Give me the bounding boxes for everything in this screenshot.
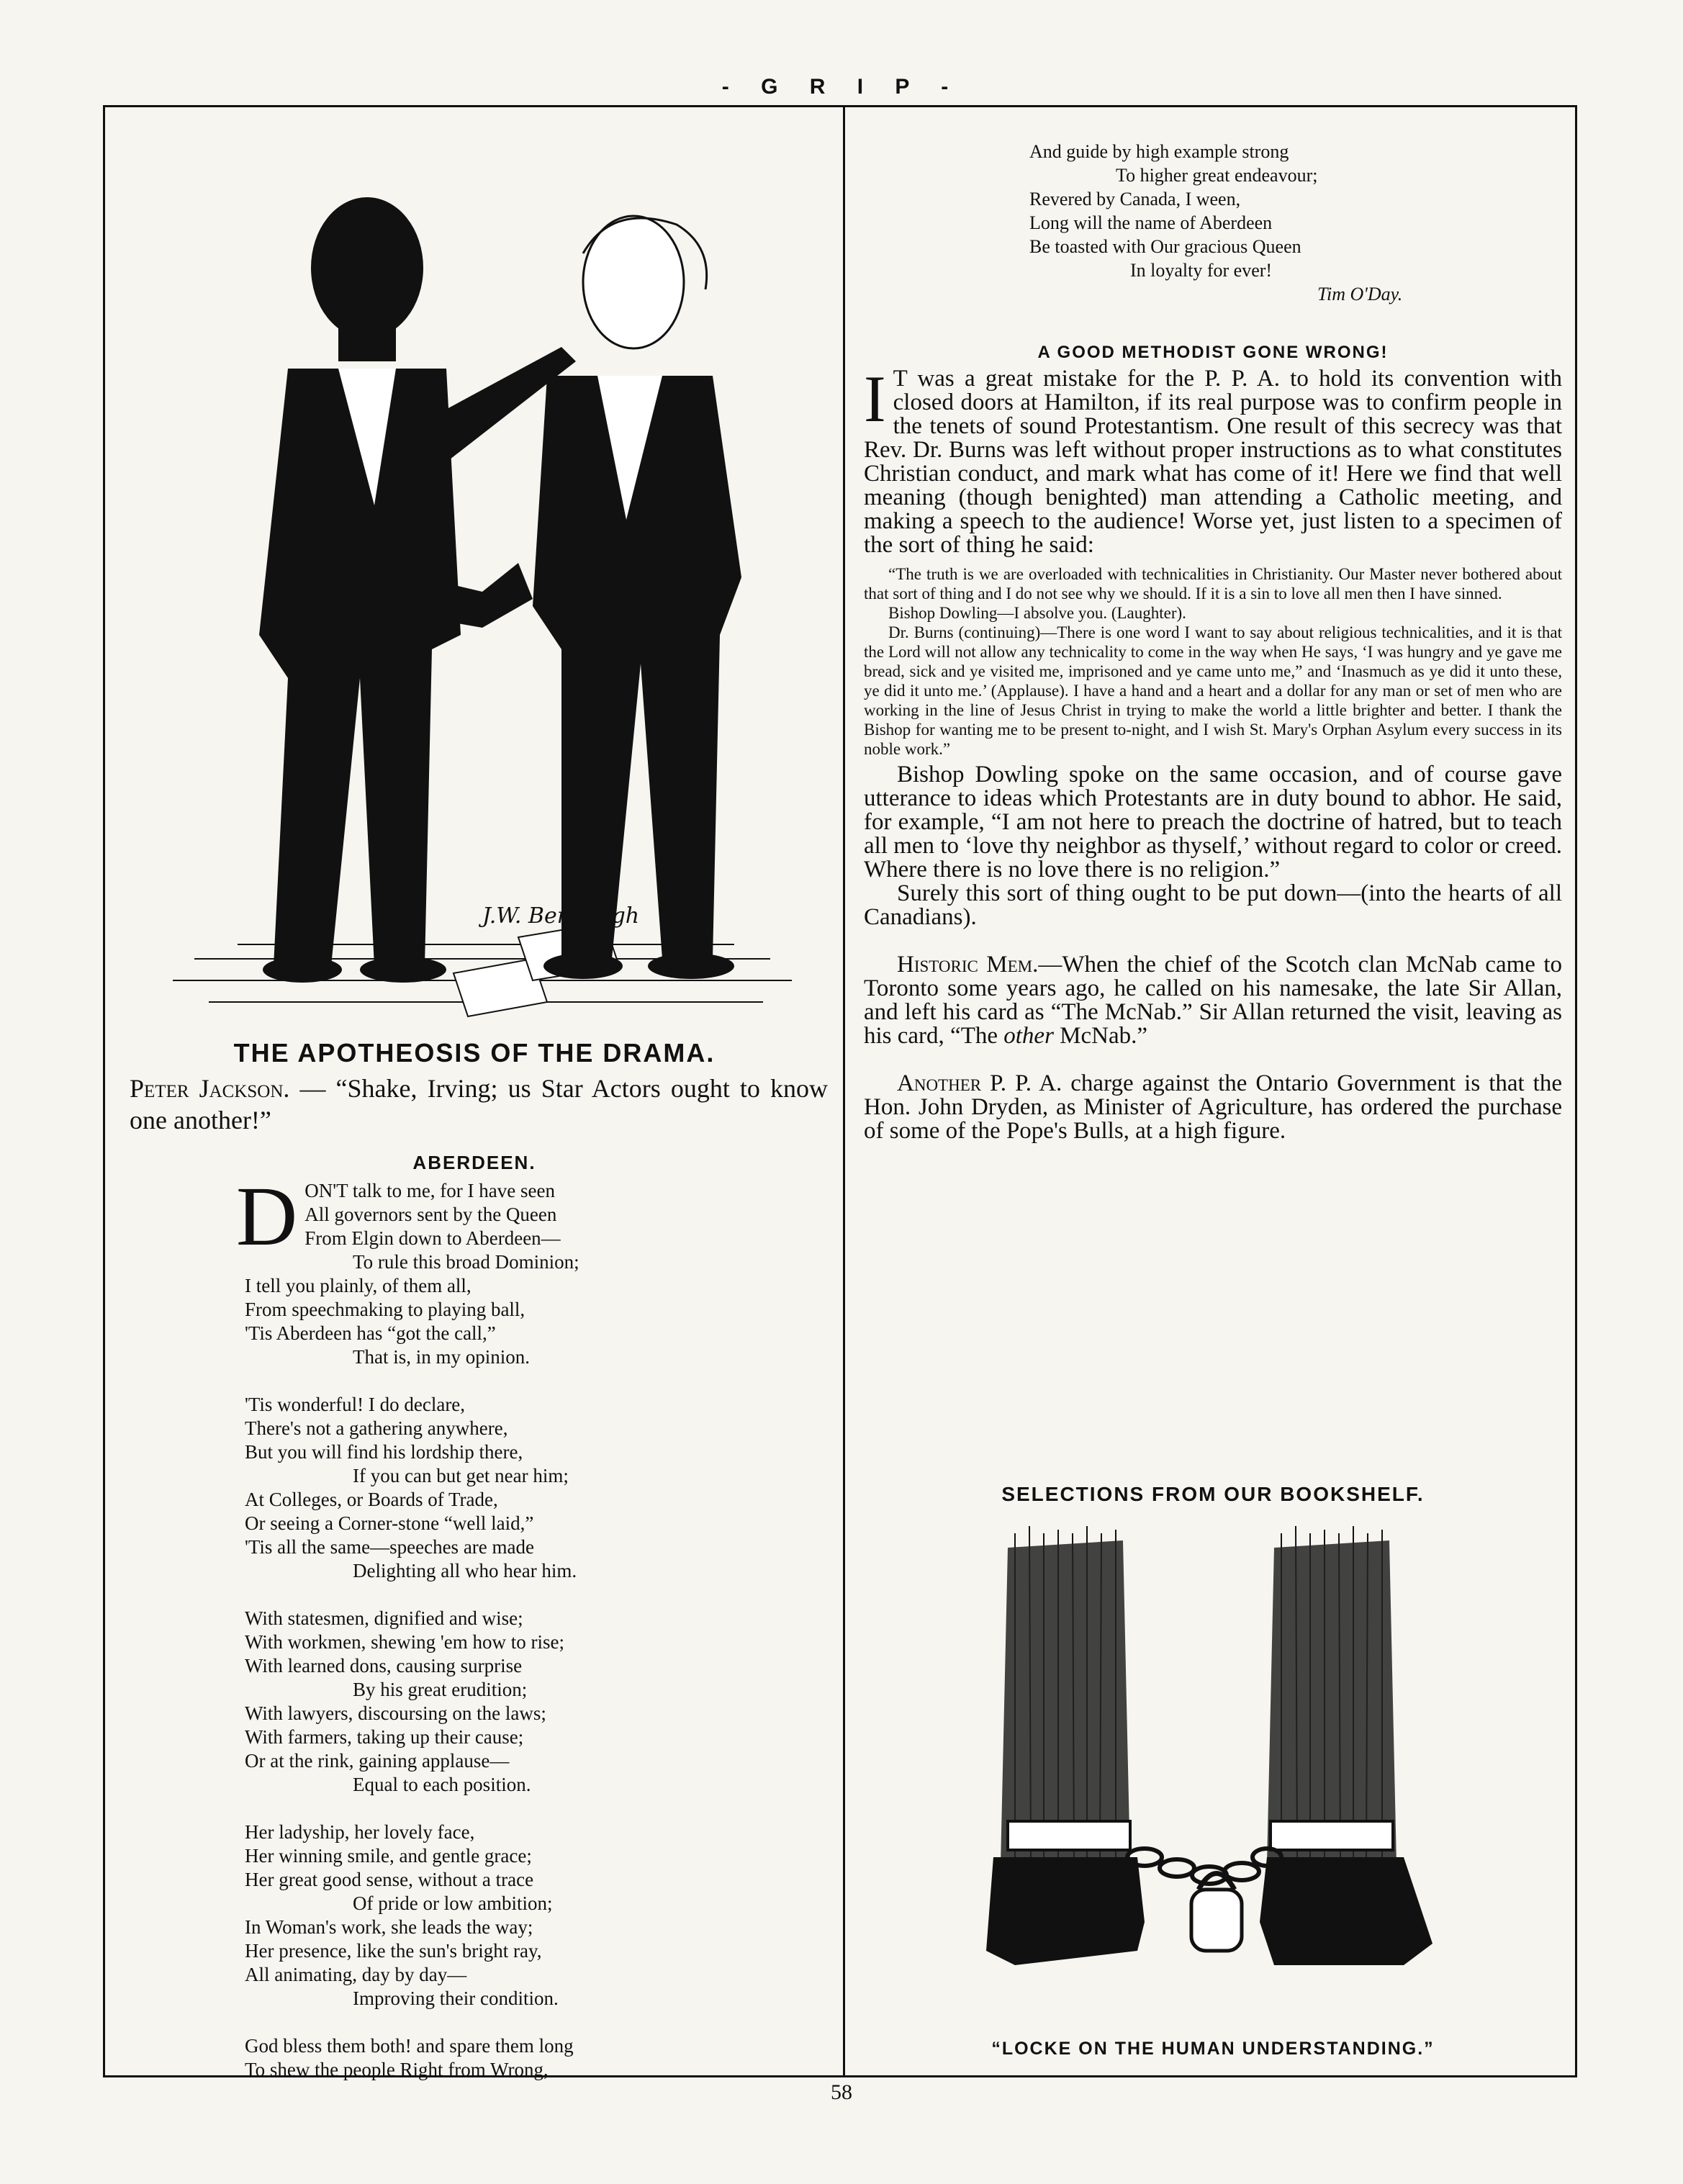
article-title: A GOOD METHODIST GONE WRONG!	[1037, 343, 1389, 362]
text-line: Her great good sense, without a trace	[245, 1869, 534, 1890]
cartoon-caption	[130, 1073, 828, 1136]
text-line: Historic Mem.	[897, 952, 1039, 978]
text-line: Revered by Canada, I ween,	[1029, 189, 1241, 209]
text-line: Another	[897, 1070, 982, 1096]
text-line: Her presence, like the sun's bright ray,	[245, 1940, 542, 1962]
right-column	[857, 115, 1569, 2059]
text-line: Delighting all who hear him.	[353, 1560, 577, 1581]
text-line: other	[1003, 1023, 1054, 1049]
text-line: With learned dons, causing surprise	[245, 1655, 523, 1677]
text-line: But you will find his lordship there,	[245, 1441, 523, 1463]
text-line: If you can but get near him;	[353, 1465, 569, 1486]
poem-stanza-3	[245, 1607, 821, 1797]
text-line: —When the chief of the Scotch clan McNab came to Toronto some years ago, he called on his namesake, the late Sir Allan, and left his card as “The McNab.” Sir Allan returned the visit, leaving as his card, “The	[864, 952, 1562, 1049]
text-line: Improving their condition.	[353, 1987, 559, 2009]
text-line: To rule this broad Dominion;	[353, 1251, 579, 1273]
text-line: Equal to each position.	[353, 1774, 531, 1795]
text-line: Her winning smile, and gentle grace;	[245, 1845, 532, 1867]
poem-stanza-5	[245, 2034, 821, 2082]
irving-figure	[533, 216, 741, 979]
text-line: Of pride or low ambition;	[353, 1892, 553, 1914]
methodist-article	[864, 362, 1562, 1144]
text-line: Be toasted with Our gracious Queen	[1029, 236, 1301, 257]
text-line: With lawyers, discoursing on the laws;	[245, 1702, 546, 1724]
poem-title: ABERDEEN.	[412, 1152, 536, 1173]
aberdeen-poem	[236, 1169, 821, 2106]
text-line: With workmen, shewing 'em how to rise;	[245, 1631, 564, 1653]
text-line: To higher great endeavour;	[1116, 165, 1318, 186]
text-line: Bishop Dowling—I absolve you. (Laughter).	[888, 604, 1186, 622]
text-line: 'Tis all the same—speeches are made	[245, 1536, 534, 1558]
cartoon-caption-title: THE APOTHEOSIS OF THE DRAMA.	[233, 1038, 716, 1068]
text-line: Long will the name of Aberdeen	[1029, 212, 1273, 233]
text-line: T was a great mistake for the P. P. A. to hold its convention with closed doors at Hamilton, if its real purpose was to confirm people in the tenets of sound Protestantism. One result of this secrecy was that Rev. Dr. Burns was left without proper instructions as to what constitutes Christian conduct, and mark what has come of it! Here we find that well meaning (though benighted) man attending a Catholic meeting, and making a speech to the audience! Worse yet, just listen to a specimen of the sort of thing he said:	[864, 366, 1562, 558]
text-line: 'Tis wonderful! I do declare,	[245, 1394, 466, 1415]
text-line: Her ladyship, her lovely face,	[245, 1821, 475, 1843]
peter-jackson-figure	[259, 197, 576, 983]
page-number: 58	[831, 2080, 852, 2104]
text-line: That is, in my opinion.	[353, 1346, 530, 1368]
text-line: At Colleges, or Boards of Trade,	[245, 1489, 498, 1510]
poem-continuation	[1029, 140, 1533, 306]
text-line: With statesmen, dignified and wise;	[245, 1607, 523, 1629]
poem-stanza-1	[236, 1169, 821, 1369]
text-line: From speechmaking to playing ball,	[245, 1299, 525, 1320]
text-line: All governors sent by the Queen	[304, 1204, 557, 1225]
text-line: With farmers, taking up their cause;	[245, 1726, 524, 1748]
article-paragraph-2: Bishop Dowling spoke on the same occasion, and of course gave utterance to ideas which Protestants are in duty bound to abhor. He said, for example, “I am not here to preach the doctrine of hatred, but to teach all men to ‘love thy neighbor as thyself,’ without regard to color or creed. Where there is no love there is no religion.”	[864, 762, 1562, 883]
cartoon-signature: J.W. Bengough	[482, 903, 640, 929]
poem-stanza-4	[245, 1820, 821, 2011]
text-line: I tell you plainly, of them all,	[245, 1275, 471, 1296]
left-column	[115, 115, 834, 2080]
text-line: P. P. A. charge against the Ontario Government is that the Hon. John Dryden, as Minister of Agriculture, has ordered the purchase of some of the Pope's Bulls, at a high figure.	[864, 1070, 1562, 1144]
text-line: By his great erudition;	[353, 1679, 528, 1700]
poem-stanza-2	[245, 1393, 821, 1583]
bookshelf-caption: “LOCKE ON THE HUMAN UNDERSTANDING.”	[991, 2039, 1435, 2059]
shackled-legs-illustration	[972, 1519, 1476, 2016]
poem-dropcap: D	[236, 1169, 298, 1263]
text-line: “The truth is we are overloaded with technicalities in Christianity. Our Master never bothered about that sort of thing and I do not see why we should. If it is a sin to love all men then I have sinned.	[864, 565, 1562, 603]
apotheosis-cartoon-illustration	[144, 131, 821, 1027]
caption-quote: — “Shake, Irving; us Star Actors ought to know one another!”	[130, 1074, 828, 1134]
article-quote	[864, 564, 1562, 759]
text-line: 'Tis Aberdeen has “got the call,”	[245, 1322, 496, 1344]
text-line: There's not a gathering anywhere,	[245, 1417, 508, 1439]
text-line: In loyalty for ever!	[1130, 260, 1273, 281]
text-line: All animating, day by day—	[245, 1964, 467, 1985]
article-dropcap: I	[864, 362, 886, 436]
caption-speaker: Peter Jackson.	[130, 1074, 290, 1103]
poem-signature: Tim O'Day.	[1317, 284, 1403, 304]
text-line: Or seeing a Corner-stone “well laid,”	[245, 1512, 534, 1534]
text-line: McNab.”	[1053, 1023, 1148, 1049]
text-line: From Elgin down to Aberdeen—	[304, 1227, 561, 1249]
ppa-paragraph	[864, 1072, 1562, 1143]
text-line: And guide by high example strong	[1029, 141, 1289, 162]
bookshelf-title: SELECTIONS FROM OUR BOOKSHELF.	[1001, 1483, 1425, 1505]
historic-mem-paragraph	[864, 953, 1562, 1048]
text-line: To shew the people Right from Wrong,	[245, 2059, 549, 2080]
text-line: Or at the rink, gaining applause—	[245, 1750, 510, 1772]
masthead: - G R I P -	[721, 75, 962, 99]
text-line: Dr. Burns (continuing)—There is one word I want to say about religious technicalities, and it is that the Lord will not allow any technicality to come in the way when He says, ‘I was hungry and ye gave me bread, sick and ye visited me, imprisoned and ye came unto me,” and ‘Inasmuch as ye did it unto these, ye did it unto me.’ (Applause). I have a hand and a heart and a dollar for any man or set of men who are working in the line of Jesus Christ in trying to make the world a little brighter and better. I thank the Bishop for wanting me to be present to-night, and I wish St. Mary's Orphan Asylum every success in its noble work.”	[864, 623, 1562, 758]
text-line: ON'T talk to me, for I have seen	[304, 1180, 555, 1201]
article-paragraph-1	[864, 362, 1562, 558]
column-divider	[843, 105, 845, 2077]
article-paragraph-3: Surely this sort of thing ought to be put down—(into the hearts of all Canadians).	[864, 880, 1562, 930]
text-line: God bless them both! and spare them long	[245, 2035, 574, 2057]
text-line: In Woman's work, she leads the way;	[245, 1916, 533, 1938]
